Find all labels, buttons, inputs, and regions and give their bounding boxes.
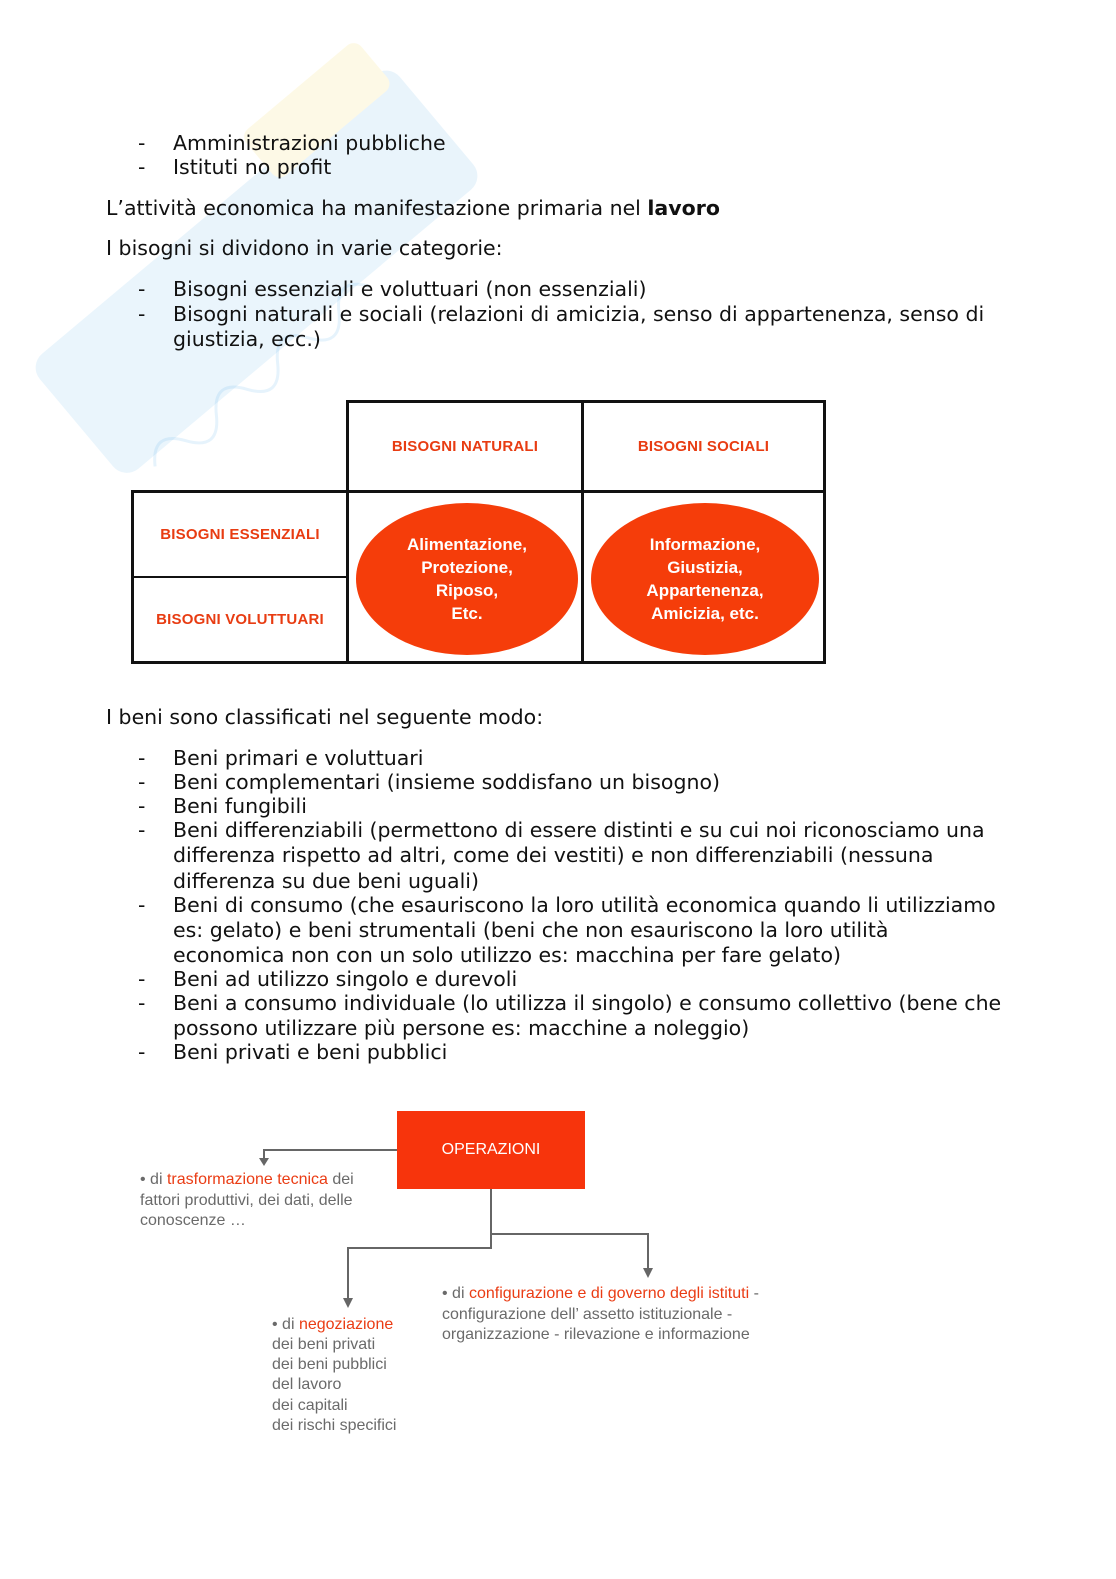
negoziazione-line: dei rischi specifici [272,1417,397,1434]
negoziazione-line: del lavoro [272,1376,342,1393]
negoziazione-highlight: negoziazione [298,1316,394,1333]
list-item-continuation: differenza rispetto ad altri, come dei vestiti) e non differenziabili (nessuna [173,843,934,867]
paragraph-bisogni: I bisogni si dividono in varie categorie: [106,236,503,260]
list-item: Amministrazioni pubbliche [173,131,446,155]
oval-line: Informazione, [649,535,761,554]
list-item: Beni differenziabili (permettono di essere distinti e su cui noi riconosciamo una [173,818,985,842]
oval-line: Giustizia, [667,558,743,577]
list-item: Beni ad utilizzo singolo e durevoli [173,967,518,991]
list-dash: - [138,770,146,794]
list-item: Beni di consumo (che esauriscono la loro utilità economica quando li utilizziamo [173,893,996,917]
column-header-naturali: BISOGNI NATURALI [391,438,539,455]
list-dash: - [138,277,146,301]
trasformazione-suffix: dei [327,1171,354,1188]
list-dash: - [138,794,146,818]
list-dash: - [138,967,146,991]
configurazione-line: configurazione dell’ assetto istituzionale - [442,1306,733,1323]
negoziazione-line: dei beni privati [272,1336,376,1353]
negoziazione-line: dei capitali [272,1397,348,1414]
list-dash: - [138,302,146,326]
list-dash: - [138,746,146,770]
list-item: Bisogni naturali e sociali (relazioni di amicizia, senso di appartenenza, senso di [173,302,985,326]
bullet-prefix: • di [140,1171,167,1188]
column-header-sociali: BISOGNI SOCIALI [637,438,770,455]
list-item: Beni primari e voluttuari [173,746,424,770]
row-header-essenziali: BISOGNI ESSENZIALI [160,526,320,543]
trasformazione-line: fattori produttivi, dei dati, delle [140,1192,353,1209]
list-item: Beni complementari (insieme soddisfano un bisogno) [173,770,721,794]
list-item-continuation: economica non con un solo utilizzo es: macchina per fare gelato) [173,943,841,967]
bullet-prefix: • di [442,1285,469,1302]
list-dash: - [138,155,146,179]
list-item-continuation: possono utilizzare più persone es: macchine a noleggio) [173,1016,750,1040]
paragraph-lavoro-bold: lavoro [647,196,720,220]
oval-line: Riposo, [435,581,499,600]
list-item: Beni a consumo individuale (lo utilizza il singolo) e consumo collettivo (bene che [173,991,1002,1015]
list-dash: - [138,893,146,917]
negoziazione-heading [272,1315,393,1336]
list-item-continuation: differenza su due beni uguali) [173,869,479,893]
operazioni-box: OPERAZIONI [397,1111,585,1189]
oval-line: Alimentazione, [407,535,527,554]
oval-line: Amicizia, etc. [651,604,759,623]
list-item: Bisogni essenziali e voluttuari (non essenziali) [173,277,647,301]
configurazione-heading [442,1284,759,1305]
list-item: Istituti no profit [173,155,332,179]
list-item-continuation: giustizia, ecc.) [173,327,321,351]
configurazione-suffix: - [749,1285,759,1302]
row-header-voluttuari: BISOGNI VOLUTTUARI [156,611,324,628]
list-dash: - [138,1040,146,1064]
bullet-prefix: • di [272,1316,299,1333]
trasformazione-heading [140,1170,354,1191]
list-dash: - [138,991,146,1015]
configurazione-highlight: configurazione e di governo degli istituti [468,1285,750,1302]
oval-line: Etc. [451,604,483,623]
oval-line: Protezione, [421,558,513,577]
configurazione-line: organizzazione - rilevazione e informazione [442,1326,750,1343]
paragraph-lavoro-text: L’attività economica ha manifestazione primaria nel [106,196,648,220]
paragraph-beni: I beni sono classificati nel seguente modo: [106,705,544,729]
list-item: Beni fungibili [173,794,307,818]
trasformazione-highlight: trasformazione tecnica [166,1171,328,1188]
list-item-continuation: es: gelato) e beni strumentali (beni che non esauriscono la loro utilità [173,918,889,942]
list-dash: - [138,131,146,155]
oval-line: Appartenenza, [646,581,764,600]
list-item: Beni privati e beni pubblici [173,1040,448,1064]
negoziazione-line: dei beni pubblici [272,1356,387,1373]
list-dash: - [138,818,146,842]
trasformazione-line: conoscenze … [140,1212,246,1229]
